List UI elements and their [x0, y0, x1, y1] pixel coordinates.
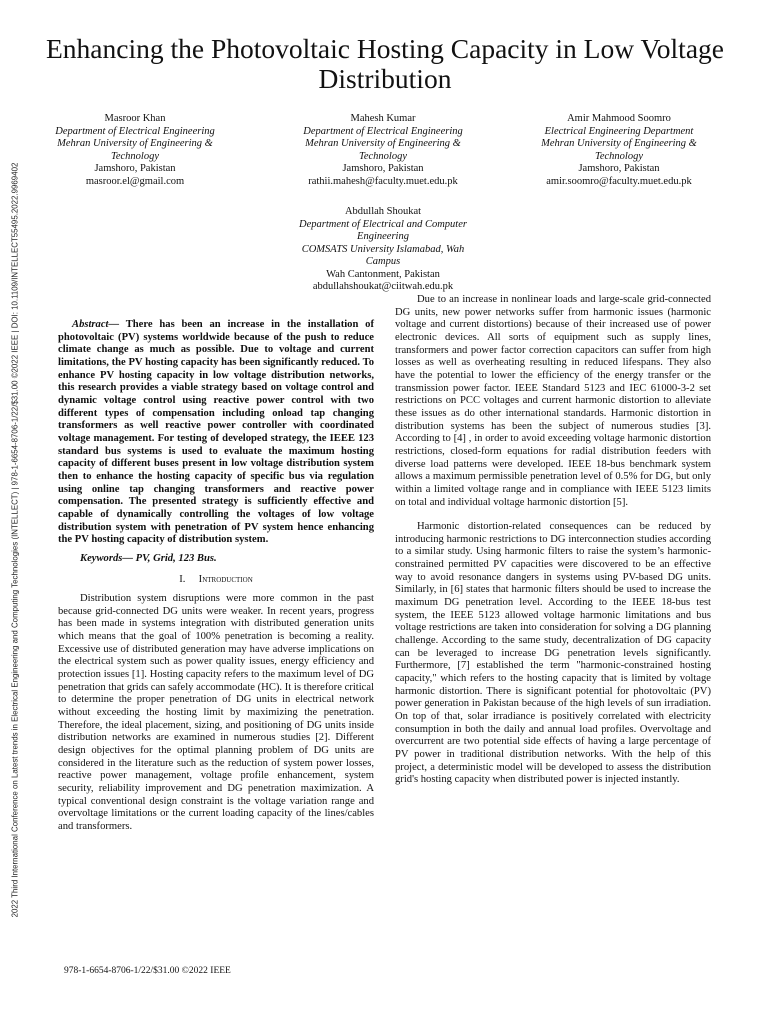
author-city: Jamshoro, Pakistan: [342, 163, 424, 174]
author-univ: Mehran University of Engineering & Technology: [305, 138, 461, 162]
author-dept: Electrical Engineering Department: [544, 125, 694, 137]
author-name: Mahesh Kumar: [350, 113, 416, 124]
conference-sidebar: [0, 100, 30, 980]
author-block-4: [287, 206, 479, 294]
author-dept: Department of Electrical Engineering: [303, 125, 463, 137]
author-dept: Department of Electrical Engineering: [55, 125, 215, 137]
author-email: amir.soomro@faculty.muet.edu.pk: [546, 175, 692, 187]
author-email: abdullahshoukat@ciitwah.edu.pk: [312, 281, 454, 292]
author-city: Wah Cantonment, Pakistan: [326, 268, 440, 280]
right-column: [395, 294, 711, 787]
author-city: Jamshoro, Pakistan: [94, 163, 176, 174]
author-name: Abdullah Shoukat: [344, 206, 422, 217]
author-name: Amir Mahmood Soomro: [567, 113, 671, 124]
abstract: [58, 319, 374, 547]
author-email: rathii.mahesh@faculty.muet.edu.pk: [308, 175, 458, 187]
author-city: Jamshoro, Pakistan: [578, 163, 660, 174]
sidebar-citation: 2022 Third International Conference on Latest trends in Electrical Engineering and Computing Technologies (INTELLECT) | 978-1-6654-8706-1/22/$31.00 ©2022 IEEE | DOI: 10.1109/INTELLECT55495.2022.9969402: [10, 162, 20, 918]
section-title: Introduction: [198, 574, 253, 586]
author-block-2: [287, 113, 479, 188]
author-univ: Mehran University of Engineering & Technology: [541, 138, 697, 162]
author-univ: COMSATS University Islamabad, Wah Campus: [301, 243, 465, 267]
paper-title: Enhancing the Photovoltaic Hosting Capacity in Low Voltage Distribution: [46, 33, 724, 94]
author-univ: Mehran University of Engineering & Technology: [57, 138, 213, 162]
right-paragraph-1: Due to an increase in nonlinear loads and large-scale grid-connected DG units, new power networks suffer from harmonic issues (harmonic voltage and current distortions) because of their increased use of power electronic devices. All sorts of equipment such as supply lines, transformers and power factor correction capacitors can suffer from high losses as well as overheating resulting in reduced lifespans. They also have the potential to lower the efficiency of the energy transfer or the transmission power factor. IEEE Standard 5123 and IEC 61000-3-2 set restrictions on PCC voltages and current harmonic distortion to alleviate these issues as do other international standards. Harmonic distortion in distribution systems has been the subject of numerous studies [3]. According to [4] , in order to avoid exceeding voltage harmonic distortion restrictions, closed-form equations for radial distribution feeders with diverse load patterns were developed. IEEE 18-bus benchmark system allows a maximum permissible penetration level of 0.5% for DG, but only within a limited voltage range and in compliance with IEEE 5123 limits on total and individual voltage harmonic distortion [5].: [395, 294, 711, 508]
abstract-text: There has been an increase in the installation of photovoltaic (PV) systems worldwide because of the push to reduce climate change as much as possible. Due to voltage and current limitations, the PV hosting capacity has been significantly reduced. To enhance PV hosting capacity in low voltage distribution networks, this research provides a viable strategy based on voltage control and dynamic voltage control using reactive power control with two different types of compensation including onload tap changing transformers as well reactive power controller with coordinated voltage management. For testing of developed strategy, the IEEE 123 standard bus systems is used to evaluate the maximum hosting capacity of different buses present in low voltage distribution system then to enhance the hosting capacity of specific bus via regulation using online tap changing transformers and reactive power compensation. The presented strategy is sufficiently effective and capable of dynamically controlling the voltages of low voltage distribution system with penetration of PV system hence enhancing the PV hosting capacity of distribution system.: [58, 319, 374, 546]
keywords: Keywords— PV, Grid, 123 Bus.: [80, 552, 217, 564]
author-name: Masroor Khan: [104, 113, 166, 124]
section-heading: [58, 574, 374, 587]
section-number: I.: [179, 574, 186, 586]
author-email: masroor.el@gmail.com: [85, 175, 185, 187]
author-block-3: [523, 113, 715, 188]
left-column: [58, 319, 374, 834]
intro-paragraph-1: Distribution system disruptions were more common in the past because grid-connected DG units were weaker. In recent years, progress has been made in systems integration with distributed generation units which means that the goal of 100% penetration is becoming a reality. Excessive use of distributed generation may have adverse implications on the electrical system such as power quality issues, energy efficiency and protection issues [1]. Hosting capacity refers to the maximum level of DG penetration that grids can safely accommodate (HC). It is therefore critical to determine the proper penetration of DG units in electrical network without exceeding the hosting limit by maximizing the penetration. Therefore, the ideal placement, sizing, and positioning of DG units inside distribution networks are examined in numerous studies [2]. Different design objectives for the optimal planning problem of DG units are considered in the literature such as the reduction of system power losses, reactive power management, voltage profile enhancement, system security, reliability improvement and DG penetration maximization. A typical conventional design constraint is the voltage variation range and overvoltage limitations or the current loading capacity of the lines/cables and transformers.: [58, 593, 374, 832]
author-dept: Department of Electrical and Computer Engineering: [299, 218, 467, 242]
right-paragraph-2: Harmonic distortion-related consequences can be reduced by introducing harmonic restrictions to DG interconnection studies according to a similar study. Using harmonic filters to raise the system’s harmonic-constrained permitted PV capacities were discovered to be an effective way to avoid resonance dangers in systems using PV-based DG units. Similarly, in [6] states that harmonic filters should be used to increase the maximum DG penetration level. According to the IEEE 18-bus test system, the IEEE 5123 allowed voltage harmonic limitations and bus voltage restrictions are taken into consideration for solving a DG planning challenge. According to the same study, decentralization of DG capacity can be leveraged to increase DG penetration levels significantly. Furthermore, [7] established the term "harmonic-constrained hosting capacity," which refers to the hosting capacity that is limited by voltage harmonic distortion. There is significant potential for photovoltaic (PV) power generation in Pakistan because of the high levels of sun irradiation. On top of that, solar irradiance is positively correlated with electricity consumption in both the daily and annual load profiles. Overvoltage and overcurrent are two potential side effects of having a large percentage of PV power in traditional distribution networks. With the help of this project, a deterministic model will be developed to assess the distribution grid's hosting capacity when distributed power is injected instantly.: [395, 521, 711, 786]
author-block-1: [40, 113, 230, 188]
footer-copyright: 978-1-6654-8706-1/22/$31.00 ©2022 IEEE: [64, 966, 231, 976]
abstract-label: Abstract—: [72, 319, 120, 330]
